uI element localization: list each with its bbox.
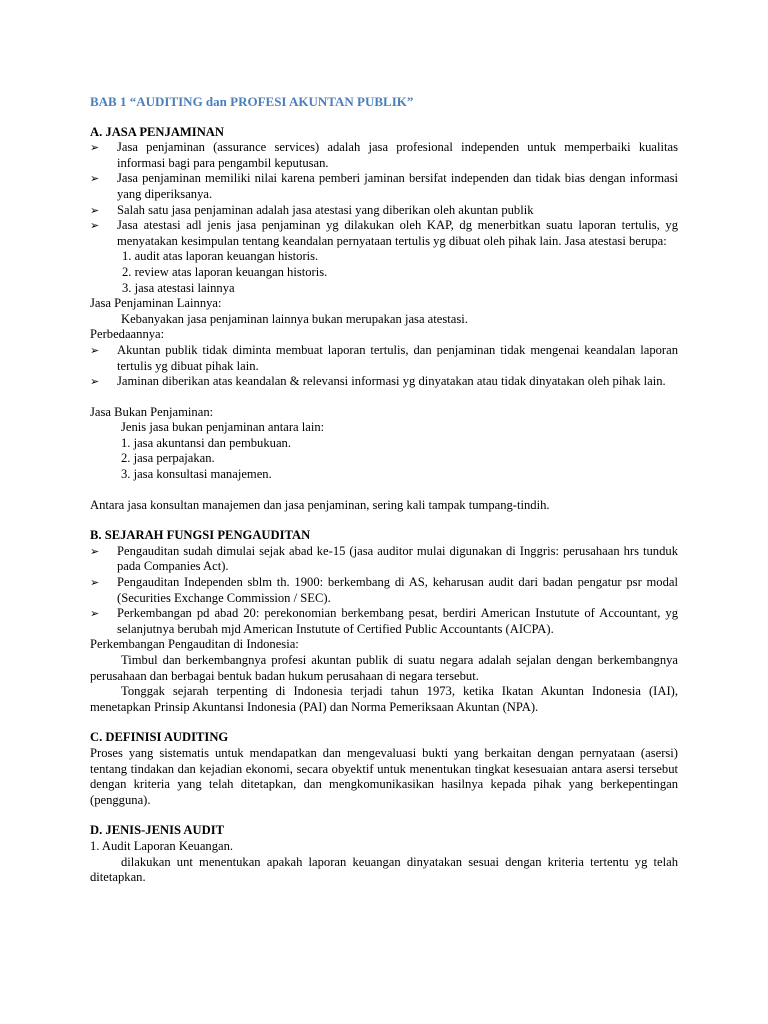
section-b-bullet: ➢ Pengauditan Independen sblm th. 1900: berkembang di AS, keharusan audit dari badan pengatur psr modal (Securities Exchange Commission / SEC). [90, 575, 678, 605]
chapter-title: BAB 1 “AUDITING dan PROFESI AKUNTAN PUBLIK” [90, 94, 414, 109]
bukan-penjaminan-item: 1. jasa akuntansi dan pembukuan. [121, 435, 291, 450]
section-a-bullet: ➢ Jasa penjaminan memiliki nilai karena pemberi jaminan bersifat independen dan tidak bias dengan informasi yang diperiksanya. [90, 171, 678, 201]
section-a-heading: A. JASA PENJAMINAN [90, 124, 224, 139]
arrow-bullet-icon: ➢ [90, 203, 100, 217]
arrow-bullet-icon: ➢ [90, 544, 100, 558]
arrow-bullet-icon: ➢ [90, 343, 100, 357]
bukan-penjaminan-intro: Jenis jasa bukan penjaminan antara lain: [121, 420, 325, 435]
section-a-bullet: ➢ Jasa atestasi adl jenis jasa penjaminan yg dilakukan oleh KAP, dg menerbitkan suatu laporan tertulis, yg menyatakan kesimpulan tentang keandalan pernyataan tertulis yg dibuat oleh pihak lain. Jasa atestasi berupa: [90, 218, 678, 248]
audit-type-label: 1. Audit Laporan Keuangan. [90, 838, 234, 853]
arrow-bullet-icon: ➢ [90, 607, 100, 621]
arrow-bullet-icon: ➢ [90, 576, 100, 590]
arrow-bullet-icon: ➢ [90, 172, 100, 186]
section-a-bullet: ➢ Salah satu jasa penjaminan adalah jasa atestasi yang diberikan oleh akuntan publik [90, 202, 534, 217]
atestasi-list-item: 1. audit atas laporan keuangan historis. [122, 249, 319, 264]
penjaminan-lainnya-text: Kebanyakan jasa penjaminan lainnya bukan merupakan jasa atestasi. [121, 311, 468, 326]
atestasi-list-item: 2. review atas laporan keuangan historis. [122, 264, 328, 279]
arrow-bullet-icon: ➢ [90, 375, 100, 389]
section-b-bullet: ➢ Pengauditan sudah dimulai sejak abad ke-15 (jasa auditor mulai digunakan di Inggris: perusahaan hrs tunduk pada Companies Act). [90, 543, 678, 574]
section-c-heading: C. DEFINISI AUDITING [90, 730, 229, 745]
bukan-penjaminan-item: 3. jasa konsultasi manajemen. [121, 467, 272, 482]
section-b-paragraph: Tonggak sejarah terpenting di Indonesia terjadi tahun 1973, ketika Ikatan Akuntan Indonesia (IAI), menetapkan Prinsip Akuntansi Indonesia (PAI) dan Norma Pemeriksaan Akuntan (NPA). [90, 684, 678, 714]
section-b-bullet: ➢ Perkembangan pd abad 20: perekonomian berkembang pesat, berdiri American Instutute of Accountant, yg selanjutnya berubah mjd American Instutute of Certified Public Accountants (AICPA). [90, 606, 678, 636]
arrow-bullet-icon: ➢ [90, 141, 100, 155]
document-body [90, 94, 678, 886]
perbedaan-label: Perbedaannya: [90, 327, 165, 342]
section-a-bullet: ➢ Jasa penjaminan (assurance services) adalah jasa profesional independen untuk memperbaiki kualitas informasi bagi para pengambil keputusan. [90, 140, 678, 170]
section-a-closing: Antara jasa konsultan manajemen dan jasa penjaminan, sering kali tampak tumpang-tindih. [90, 497, 550, 512]
section-b-paragraph: Timbul dan berkembangnya profesi akuntan publik di suatu negara adalah sejalan dengan berkembangnya perusahaan dan berbagai bentuk badan hukum perusahaan di negara tersebut. [90, 653, 678, 683]
atestasi-list-item: 3. jasa atestasi lainnya [122, 280, 235, 295]
section-d-heading: D. JENIS-JENIS AUDIT [90, 823, 225, 838]
bukan-penjaminan-item: 2. jasa perpajakan. [121, 451, 215, 466]
perkembangan-indonesia-label: Perkembangan Pengauditan di Indonesia: [90, 637, 299, 652]
perbedaan-bullet: ➢ Akuntan publik tidak diminta membuat laporan tertulis, dan penjaminan tidak mengenai keandalan laporan tertulis yg dibuat pihak lain. [90, 342, 678, 373]
arrow-bullet-icon: ➢ [90, 219, 100, 233]
perbedaan-bullet: ➢ Jaminan diberikan atas keandalan & relevansi informasi yg dinyatakan atau tidak dinyatakan oleh pihak lain. [90, 374, 666, 389]
auditing-definition: Proses yang sistematis untuk mendapatkan dan mengevaluasi bukti yang berkaitan dengan pernyataan (asersi) tentang tindakan dan kejadian ekonomi, secara obyektif untuk menentukan tingkat kesesuaian antara asersi tersebut dengan kriteria yang telah ditetapkan, dan mengkomunikasikan hasilnya kepada pihak yang berkepentingan (pengguna). [90, 745, 678, 807]
bukan-penjaminan-label: Jasa Bukan Penjaminan: [90, 404, 214, 419]
penjaminan-lainnya-label: Jasa Penjaminan Lainnya: [90, 296, 222, 311]
audit-type-text: dilakukan unt menentukan apakah laporan keuangan dinyatakan sesuai dengan kriteria tertentu yg telah ditetapkan. [90, 854, 678, 885]
section-b-heading: B. SEJARAH FUNGSI PENGAUDITAN [90, 528, 311, 543]
